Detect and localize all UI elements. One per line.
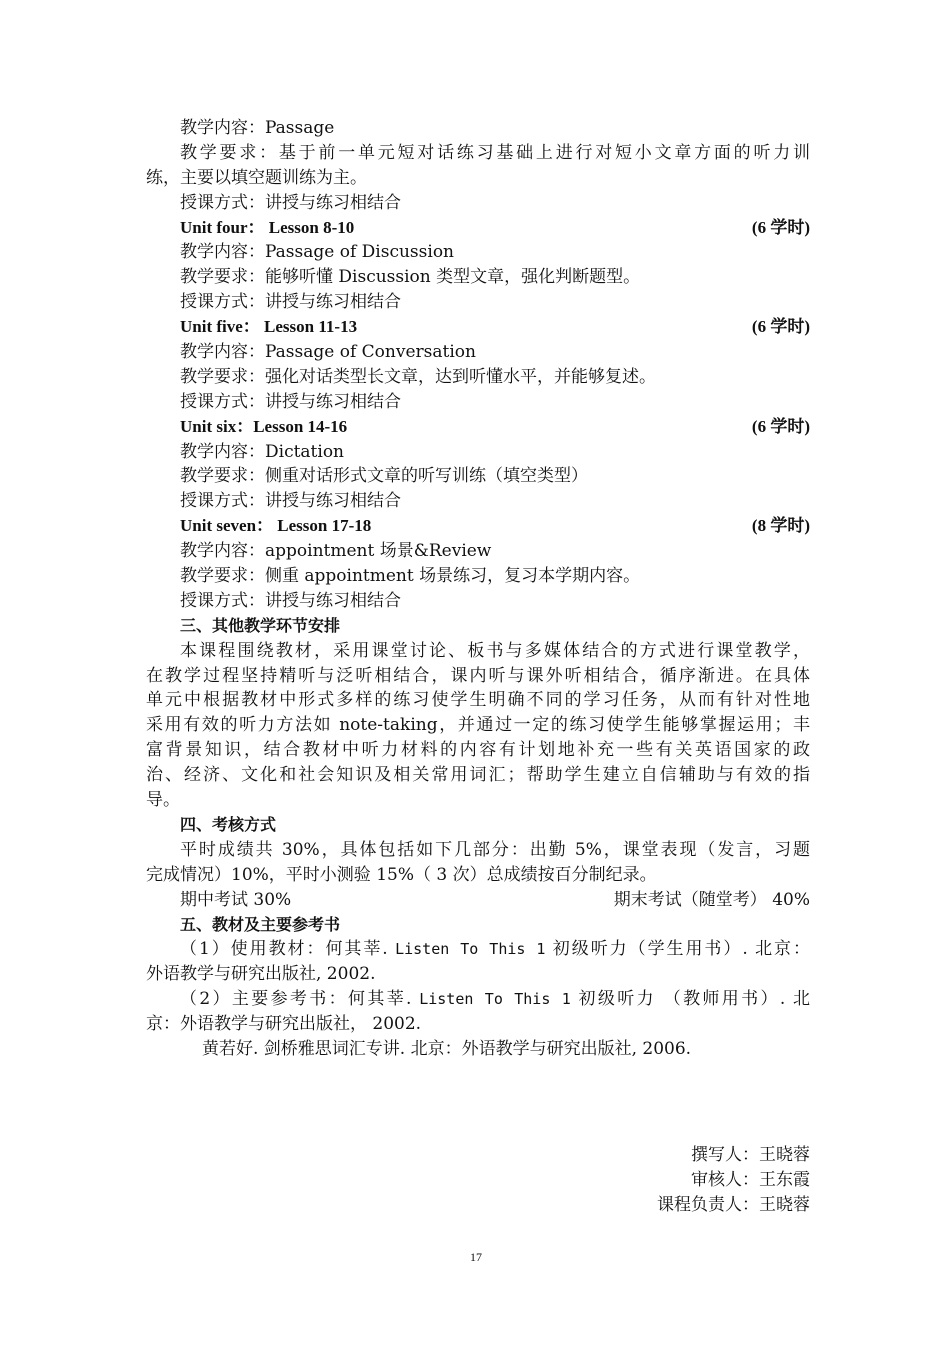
unit-hours: (6 学时) <box>751 416 810 436</box>
section3-line: 在教学过程坚持精听与泛听相结合，课内听与课外听相结合，循序渐进。在具体 <box>146 665 810 686</box>
section4-heading: 四、考核方式 <box>180 814 277 834</box>
signature-owner: 课程负责人：王晓蓉 <box>657 1195 810 1215</box>
reference-2-line2: 京：外语教学与研究出版社， 2002. <box>146 1014 422 1035</box>
section4-line2: 完成情况）10%，平时小测验 15%（ 3 次）总成绩按百分制纪录。 <box>146 864 657 885</box>
unit-content: 教学内容：Passage of Conversation <box>180 342 476 363</box>
unit-hours: (6 学时) <box>751 317 810 337</box>
unit3-requirement-line2: 练，主要以填空题训练为主。 <box>146 167 367 188</box>
reference-1-title: Listen To This 1 <box>395 940 546 959</box>
reference-1-line2: 外语教学与研究出版社, 2002. <box>146 964 376 985</box>
unit-content: 教学内容：appointment 场景&Review <box>180 541 492 562</box>
unit-requirement: 教学要求：侧重 appointment 场景练习，复习本学期内容。 <box>180 566 641 587</box>
reference-2-prefix: （2）主要参考书：何其莘. <box>180 989 420 1010</box>
section3-line: 单元中根据教材中形式多样的练习使学生明确不同的学习任务，从而有针对性地 <box>146 690 810 711</box>
section3-line: 治、经济、文化和社会知识及相关常用词汇；帮助学生建立自信辅助与有效的指 <box>146 765 810 786</box>
section3-line: 富背景知识，结合教材中听力材料的内容有计划地补充一些有关英语国家的政 <box>146 740 810 761</box>
page-number: 17 <box>470 1250 482 1264</box>
reference-1-prefix: （1）使用教材：何其莘. <box>180 939 396 960</box>
unit-requirement: 教学要求：强化对话类型长文章，达到听懂水平，并能够复述。 <box>180 366 656 387</box>
unit-method: 授课方式：讲授与练习相结合 <box>180 292 401 313</box>
section5-heading: 五、教材及主要参考书 <box>180 914 341 934</box>
unit-title: Unit six：Lesson 14-16 <box>180 416 348 436</box>
reference-3: 黄若好. 剑桥雅思词汇专讲. 北京：外语教学与研究出版社, 2006. <box>202 1038 692 1059</box>
final-weight: 期末考试（随堂考） 40% <box>613 889 810 910</box>
signature-reviewer: 审核人：王东霞 <box>691 1170 810 1190</box>
unit-method: 授课方式：讲授与练习相结合 <box>180 590 401 611</box>
reference-2-line1 <box>146 987 810 1012</box>
unit3-content: 教学内容：Passage <box>180 118 335 138</box>
section3-last-line: 导。 <box>146 790 180 811</box>
unit-six-title-row <box>146 415 810 440</box>
midterm-weight: 期中考试 30% <box>180 889 292 910</box>
unit-title: Unit five： Lesson 11-13 <box>180 317 358 337</box>
unit-title: Unit seven： Lesson 17-18 <box>180 516 372 536</box>
reference-1-line1 <box>146 937 810 962</box>
unit-content: 教学内容：Dictation <box>180 441 345 462</box>
unit-seven-title-row <box>146 514 810 539</box>
section3-heading: 三、其他教学环节安排 <box>180 615 341 635</box>
unit-hours: (8 学时) <box>751 516 810 536</box>
unit-requirement: 教学要求：能够听懂 Discussion 类型文章，强化判断题型。 <box>180 267 641 288</box>
section4-line1: 平时成绩共 30%，具体包括如下几部分：出勤 5%，课堂表现（发言，习题 <box>180 839 810 860</box>
unit-method: 授课方式：讲授与练习相结合 <box>180 491 401 512</box>
document-body <box>146 116 810 1062</box>
unit-method: 授课方式：讲授与练习相结合 <box>180 391 401 412</box>
unit3-method: 授课方式：讲授与练习相结合 <box>180 192 401 213</box>
unit-requirement: 教学要求：侧重对话形式文章的听写训练（填空类型） <box>180 466 588 487</box>
section3-line: 本课程围绕教材，采用课堂讨论、板书与多媒体结合的方式进行课堂教学， <box>180 640 810 661</box>
section3-line: 采用有效的听力方法如 note-taking，并通过一定的练习使学生能够掌握运用；丰 <box>146 715 810 736</box>
unit-five-title-row <box>146 315 810 340</box>
exam-weights-row <box>146 888 810 913</box>
unit-hours: (6 学时) <box>751 217 810 237</box>
signature-writer: 撰写人：王晓蓉 <box>691 1145 810 1165</box>
reference-2-suffix: 初级听力 （教师用书）. 北 <box>570 989 810 1010</box>
unit-title: Unit four： Lesson 8-10 <box>180 217 355 237</box>
unit-four-title-row <box>146 216 810 241</box>
unit3-requirement-line1: 教学要求：基于前一单元短对话练习基础上进行对短小文章方面的听力训 <box>180 142 810 163</box>
reference-2-title: Listen To This 1 <box>419 990 571 1009</box>
reference-1-suffix: 初级听力（学生用书）. 北京： <box>545 939 810 960</box>
unit-content: 教学内容：Passage of Discussion <box>180 242 455 263</box>
